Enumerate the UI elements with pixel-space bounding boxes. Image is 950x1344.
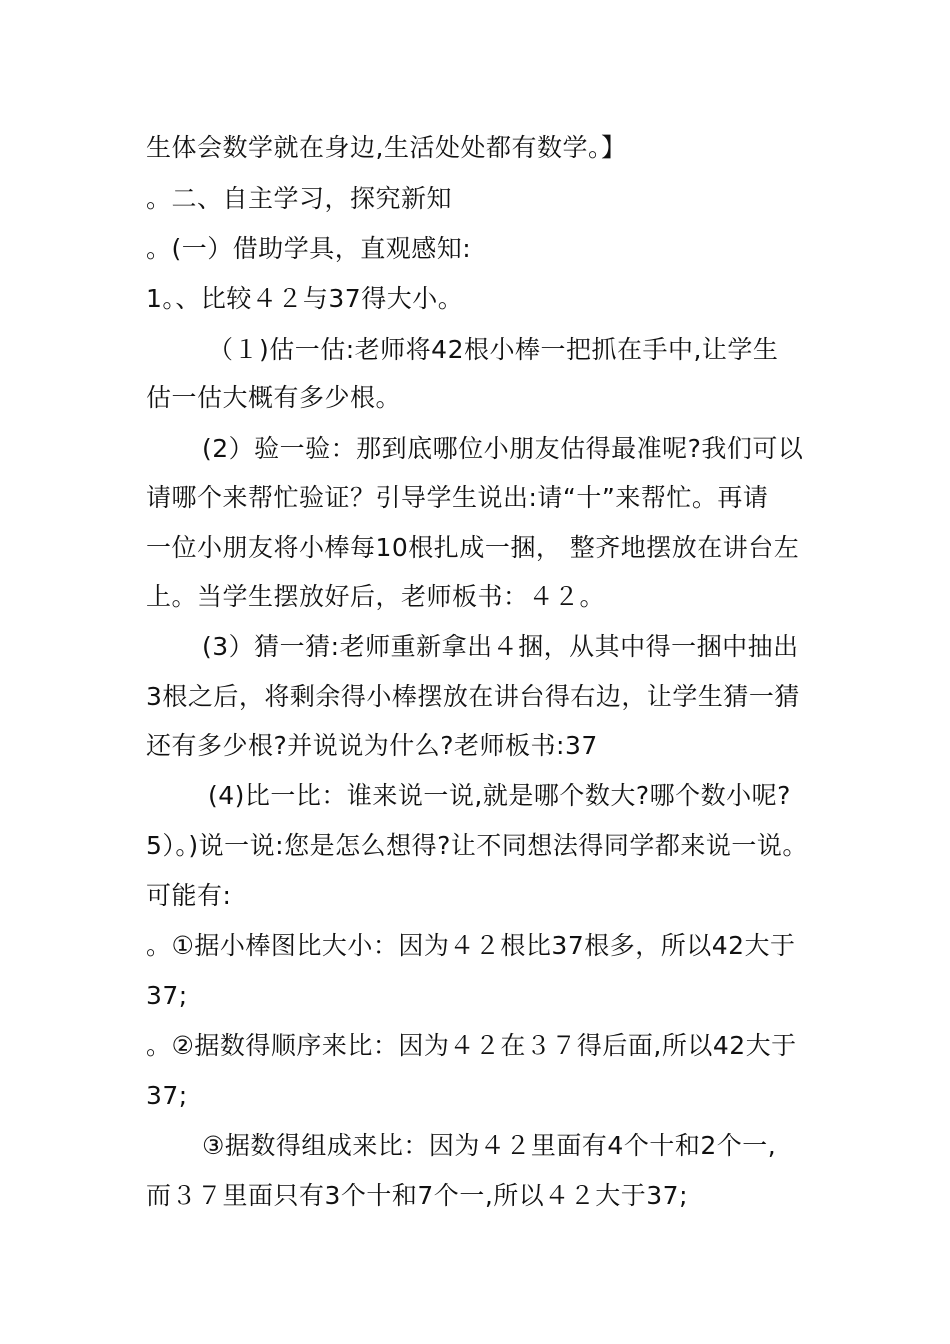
- text-line-2: 。二、自主学习，探究新知: [146, 184, 453, 213]
- text-line-11: (3）猜一猜:老师重新拿出４捆，从其中得一捆中抽出: [202, 632, 799, 661]
- text-line-4: 1。、比较４２与37得大小。: [146, 284, 464, 313]
- text-line-19: 。②据数得顺序来比：因为４２在３７得后面,所以42大于: [146, 1031, 797, 1060]
- text-line-17: 。①据小棒图比大小：因为４２根比37根多，所以42大于: [146, 931, 796, 960]
- text-line-14: (4)比一比：谁来说一说,就是哪个数大?哪个数小呢?: [208, 781, 791, 810]
- text-line-8: 请哪个来帮忙验证？引导学生说出:请“十”来帮忙。再请: [146, 483, 769, 512]
- text-line-22: 而３７里面只有3个十和7个一,所以４２大于37;: [146, 1181, 688, 1210]
- text-line-7: (2）验一验：那到底哪位小朋友估得最准呢?我们可以: [202, 434, 804, 463]
- text-line-1: 生体会数学就在身边,生活处处都有数学。】: [146, 133, 627, 162]
- text-line-13: 还有多少根?并说说为什么?老师板书:37: [146, 731, 598, 760]
- text-line-3: 。(一）借助学具，直观感知:: [146, 234, 472, 263]
- text-line-15: 5）。)说一说:您是怎么想得?让不同想法得同学都来说一说。: [146, 831, 808, 860]
- text-line-12: 3根之后，将剩余得小棒摆放在讲台得右边，让学生猜一猜: [146, 682, 800, 711]
- text-line-6: 估一估大概有多少根。: [146, 383, 402, 412]
- text-line-10: 上。当学生摆放好后，老师板书：４２。: [146, 582, 606, 611]
- text-line-18: 37;: [146, 981, 188, 1010]
- text-line-5: （１)估一估:老师将42根小棒一把抓在手中,让学生: [208, 335, 779, 364]
- text-line-16: 可能有:: [146, 881, 232, 910]
- text-line-21: ③据数得组成来比：因为４２里面有4个十和2个一,: [202, 1131, 777, 1160]
- text-line-20: 37;: [146, 1081, 188, 1110]
- text-line-9: 一位小朋友将小棒每10根扎成一捆， 整齐地摆放在讲台左: [146, 533, 800, 562]
